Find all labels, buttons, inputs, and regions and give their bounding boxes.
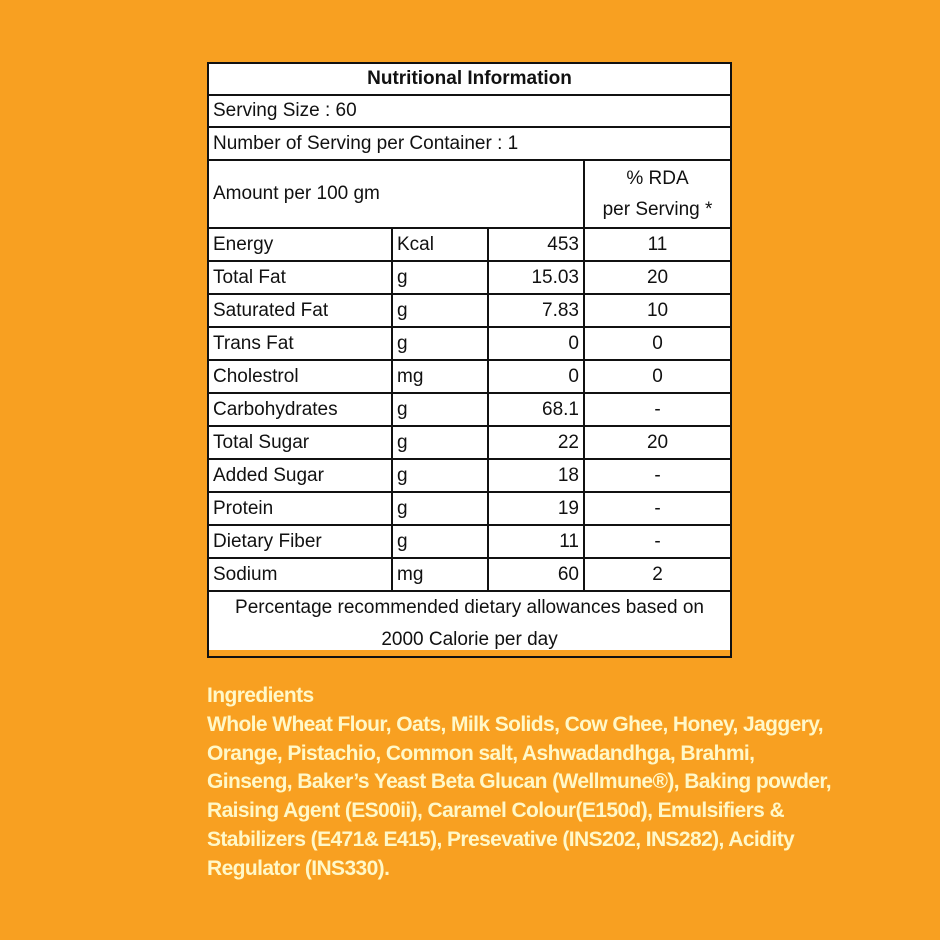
- table-title: Nutritional Information: [208, 63, 731, 95]
- nutrition-panel: [207, 62, 730, 650]
- nutrient-unit: g: [392, 525, 488, 558]
- header-row: [208, 160, 731, 228]
- nutrient-unit: mg: [392, 360, 488, 393]
- table-row: [208, 360, 731, 393]
- table-row: [208, 294, 731, 327]
- table-row: [208, 492, 731, 525]
- ingredients-line: Ginseng, Baker’s Yeast Beta Glucan (Wellmune®), Baking powder,: [207, 770, 832, 794]
- nutrient-rda: 11: [584, 228, 731, 261]
- rda-header: [584, 160, 731, 228]
- nutrient-rda: -: [584, 492, 731, 525]
- table-row: [208, 525, 731, 558]
- nutrient-rda: 10: [584, 294, 731, 327]
- nutrient-rda: -: [584, 525, 731, 558]
- footnote-row: [208, 591, 731, 657]
- nutrient-rda: 0: [584, 360, 731, 393]
- nutrient-amount: 11: [488, 525, 584, 558]
- ingredients-line: Orange, Pistachio, Common salt, Ashwadandhga, Brahmi,: [207, 741, 755, 765]
- footnote-line1: Percentage recommended dietary allowances based on: [235, 597, 704, 618]
- table-row: [208, 327, 731, 360]
- nutrient-name: Protein: [208, 492, 392, 525]
- servings-per-container-row: [208, 127, 731, 160]
- rda-header-line2: per Serving *: [602, 199, 713, 220]
- nutrient-rda: 0: [584, 327, 731, 360]
- nutrient-name: Sodium: [208, 558, 392, 591]
- nutrient-unit: g: [392, 261, 488, 294]
- nutrient-name: Saturated Fat: [208, 294, 392, 327]
- nutrient-amount: 0: [488, 360, 584, 393]
- nutrient-unit: g: [392, 459, 488, 492]
- table-row: [208, 228, 731, 261]
- serving-size-row: [208, 95, 731, 127]
- nutrient-unit: g: [392, 393, 488, 426]
- amount-label: Amount per 100 gm: [208, 160, 584, 228]
- nutrient-unit: g: [392, 492, 488, 525]
- nutrient-unit: g: [392, 426, 488, 459]
- nutrient-unit: g: [392, 294, 488, 327]
- table-row: [208, 393, 731, 426]
- nutrient-unit: mg: [392, 558, 488, 591]
- table-row: [208, 459, 731, 492]
- nutrient-rda: 20: [584, 426, 731, 459]
- nutrient-amount: 22: [488, 426, 584, 459]
- title-row: [208, 63, 731, 95]
- nutrient-unit: Kcal: [392, 228, 488, 261]
- table-row: [208, 261, 731, 294]
- rda-header-line1: % RDA: [626, 168, 689, 189]
- serving-size: Serving Size : 60: [208, 95, 731, 127]
- table-row: [208, 426, 731, 459]
- nutrient-amount: 7.83: [488, 294, 584, 327]
- nutrient-name: Added Sugar: [208, 459, 392, 492]
- nutrient-amount: 18: [488, 459, 584, 492]
- nutrient-name: Energy: [208, 228, 392, 261]
- nutrient-amount: 68.1: [488, 393, 584, 426]
- ingredients-line: Whole Wheat Flour, Oats, Milk Solids, Cow Ghee, Honey, Jaggery,: [207, 712, 824, 736]
- nutrient-amount: 0: [488, 327, 584, 360]
- ingredients-heading: Ingredients: [207, 684, 314, 707]
- footnote: [208, 591, 731, 657]
- nutrient-name: Carbohydrates: [208, 393, 392, 426]
- servings-per-container: Number of Serving per Container : 1: [208, 127, 731, 160]
- nutrient-name: Dietary Fiber: [208, 525, 392, 558]
- nutrient-rda: -: [584, 459, 731, 492]
- nutrient-name: Cholestrol: [208, 360, 392, 393]
- table-row: [208, 558, 731, 591]
- nutrient-amount: 15.03: [488, 261, 584, 294]
- nutrient-name: Total Sugar: [208, 426, 392, 459]
- ingredients-line: Regulator (INS330).: [207, 856, 390, 880]
- nutrient-rda: 2: [584, 558, 731, 591]
- nutrient-amount: 19: [488, 492, 584, 525]
- nutrient-unit: g: [392, 327, 488, 360]
- ingredients-block: [207, 682, 832, 884]
- footnote-line2: 2000 Calorie per day: [381, 629, 558, 650]
- ingredients-line: Stabilizers (E471& E415), Presevative (INS202, INS282), Acidity: [207, 827, 795, 851]
- nutrient-rda: -: [584, 393, 731, 426]
- nutrient-name: Total Fat: [208, 261, 392, 294]
- nutrition-table: [207, 62, 732, 658]
- nutrient-amount: 60: [488, 558, 584, 591]
- nutrient-name: Trans Fat: [208, 327, 392, 360]
- ingredients-line: Raising Agent (ES00ii), Caramel Colour(E150d), Emulsifiers &: [207, 799, 785, 823]
- nutrient-rda: 20: [584, 261, 731, 294]
- nutrient-amount: 453: [488, 228, 584, 261]
